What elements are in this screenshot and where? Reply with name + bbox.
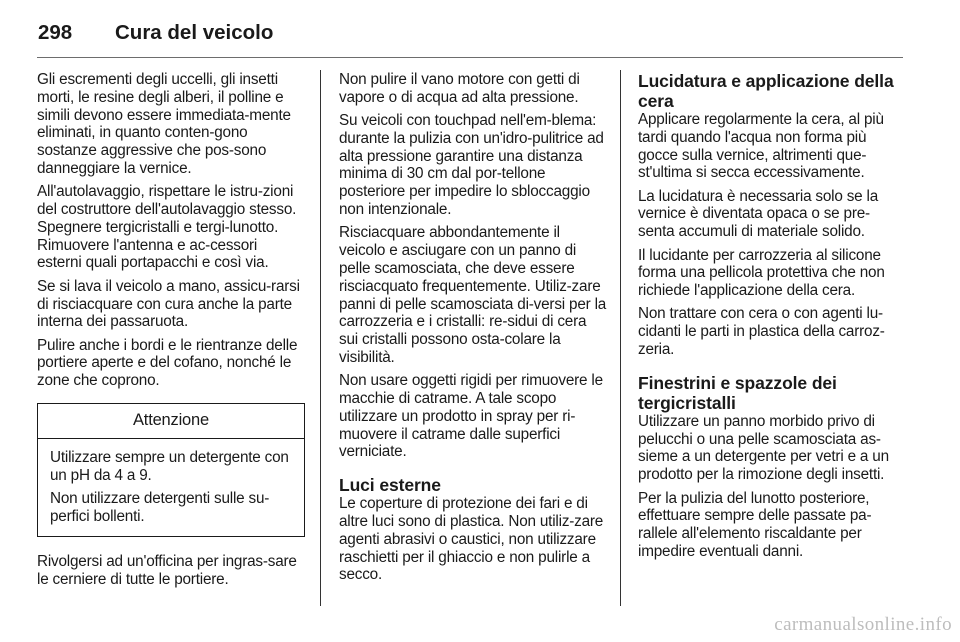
paragraph: Utilizzare un panno morbido privo di pelucchi o una pelle scamosciata as-sieme a un detergente per vetri e a un prodotto per la rimozione degli insetti. (638, 412, 889, 484)
paragraph: Per la pulizia del lunotto posteriore, effettuare sempre delle passate pa-rallele all'elemento riscaldante per impedire eventuali danni. (638, 489, 872, 560)
section-heading: Finestrini e spazzole dei tergicristalli (638, 372, 837, 413)
page-number: 298 (38, 21, 73, 44)
paragraph: La lucidatura è necessaria solo se la vernice è diventata opaca o se pre-senta accumuli di materiale solido. (638, 187, 879, 241)
paragraph: Non trattare con cera o con agenti lu-cidanti le parti in plastica della carroz-zeria. (638, 305, 885, 359)
paragraph: Su veicoli con touchpad nell'em-blema: durante la pulizia con un'idro-pulitrice ad alta pressione garantire una distanza minima di 30 cm dal por-tellone posteriore per impedire lo sbloccaggio non intenzionale. (339, 112, 604, 219)
section-heading: Luci esterne (339, 475, 441, 496)
paragraph: Le coperture di protezione dei fari e di altre luci sono di plastica. Non utiliz-zare agenti abrasivi o caustici, non utilizzare raschietti per il ghiaccio e non pulirle a secco. (339, 495, 604, 584)
column-divider (320, 70, 321, 606)
page-header (37, 12, 903, 56)
warning-text: Utilizzare sempre un detergente con un pH da 4 a 9. (50, 448, 289, 484)
paragraph: Non usare oggetti rigidi per rimuovere le macchie di catrame. A tale scopo utilizzare un prodotto in spray per ri-muovere il catrame dalle superfici verniciate. (339, 372, 603, 461)
warning-text: Non utilizzare detergenti sulle su-perfici bollenti. (50, 489, 270, 525)
paragraph: Applicare regolarmente la cera, al più tardi quando l'acqua non forma più gocce sulla vernice, altrimenti que-st'ultima si secca eccessivamente. (638, 111, 884, 182)
column-2 (339, 71, 607, 590)
watermark: carmanualsonline.info (774, 614, 952, 635)
column-divider (620, 70, 621, 606)
paragraph: Il lucidante per carrozzeria al silicone forma una pellicola protettiva che non richiede l'applicazione della cera. (638, 246, 885, 300)
warning-title: Attenzione (38, 404, 304, 439)
paragraph: Risciacquare abbondantemente il veicolo e asciugare con un panno di pelle scamosciata, che deve essere risciacquato frequentemente. Utiliz-zare panni di pelle scamosciata di-versi per la carrozzeria e i cristalli: re-sidui di cera sui cristalli possono osta-colare la visibilità. (339, 224, 607, 366)
header-divider (37, 57, 903, 58)
section-heading: Lucidatura e applicazione della cera (638, 71, 894, 111)
paragraph: Non pulire il vano motore con getti di vapore o di acqua ad alta pressione. (339, 71, 580, 106)
column-1 (37, 71, 305, 594)
paragraph: Pulire anche i bordi e le rientranze delle portiere aperte e del cofano, nonché le zone che coprono. (37, 336, 298, 390)
paragraph: All'autolavaggio, rispettare le istru-zioni del costruttore dell'autolavaggio stesso. Spegnere tergicristalli e tergi-lunotto. Rimuovere l'antenna e ac-cessori esterni quali portapacchi e così via. (37, 183, 297, 272)
paragraph: Gli escrementi degli uccelli, gli insetti morti, le resine degli alberi, il polline e simili devono essere immediata-mente eliminati, in quanto conten-gono sostanze aggressive che pos-sono danneggiare la vernice. (37, 71, 291, 177)
paragraph: Se si lava il veicolo a mano, assicu-rarsi di risciacquare con cura anche la parte interna dei passaruota. (37, 277, 300, 331)
column-3 (638, 71, 904, 566)
warning-box (37, 403, 305, 537)
page-title: Cura del veicolo (115, 21, 274, 44)
paragraph: Rivolgersi ad un'officina per ingras-sare le cerniere di tutte le portiere. (37, 553, 297, 588)
warning-body (38, 439, 304, 536)
